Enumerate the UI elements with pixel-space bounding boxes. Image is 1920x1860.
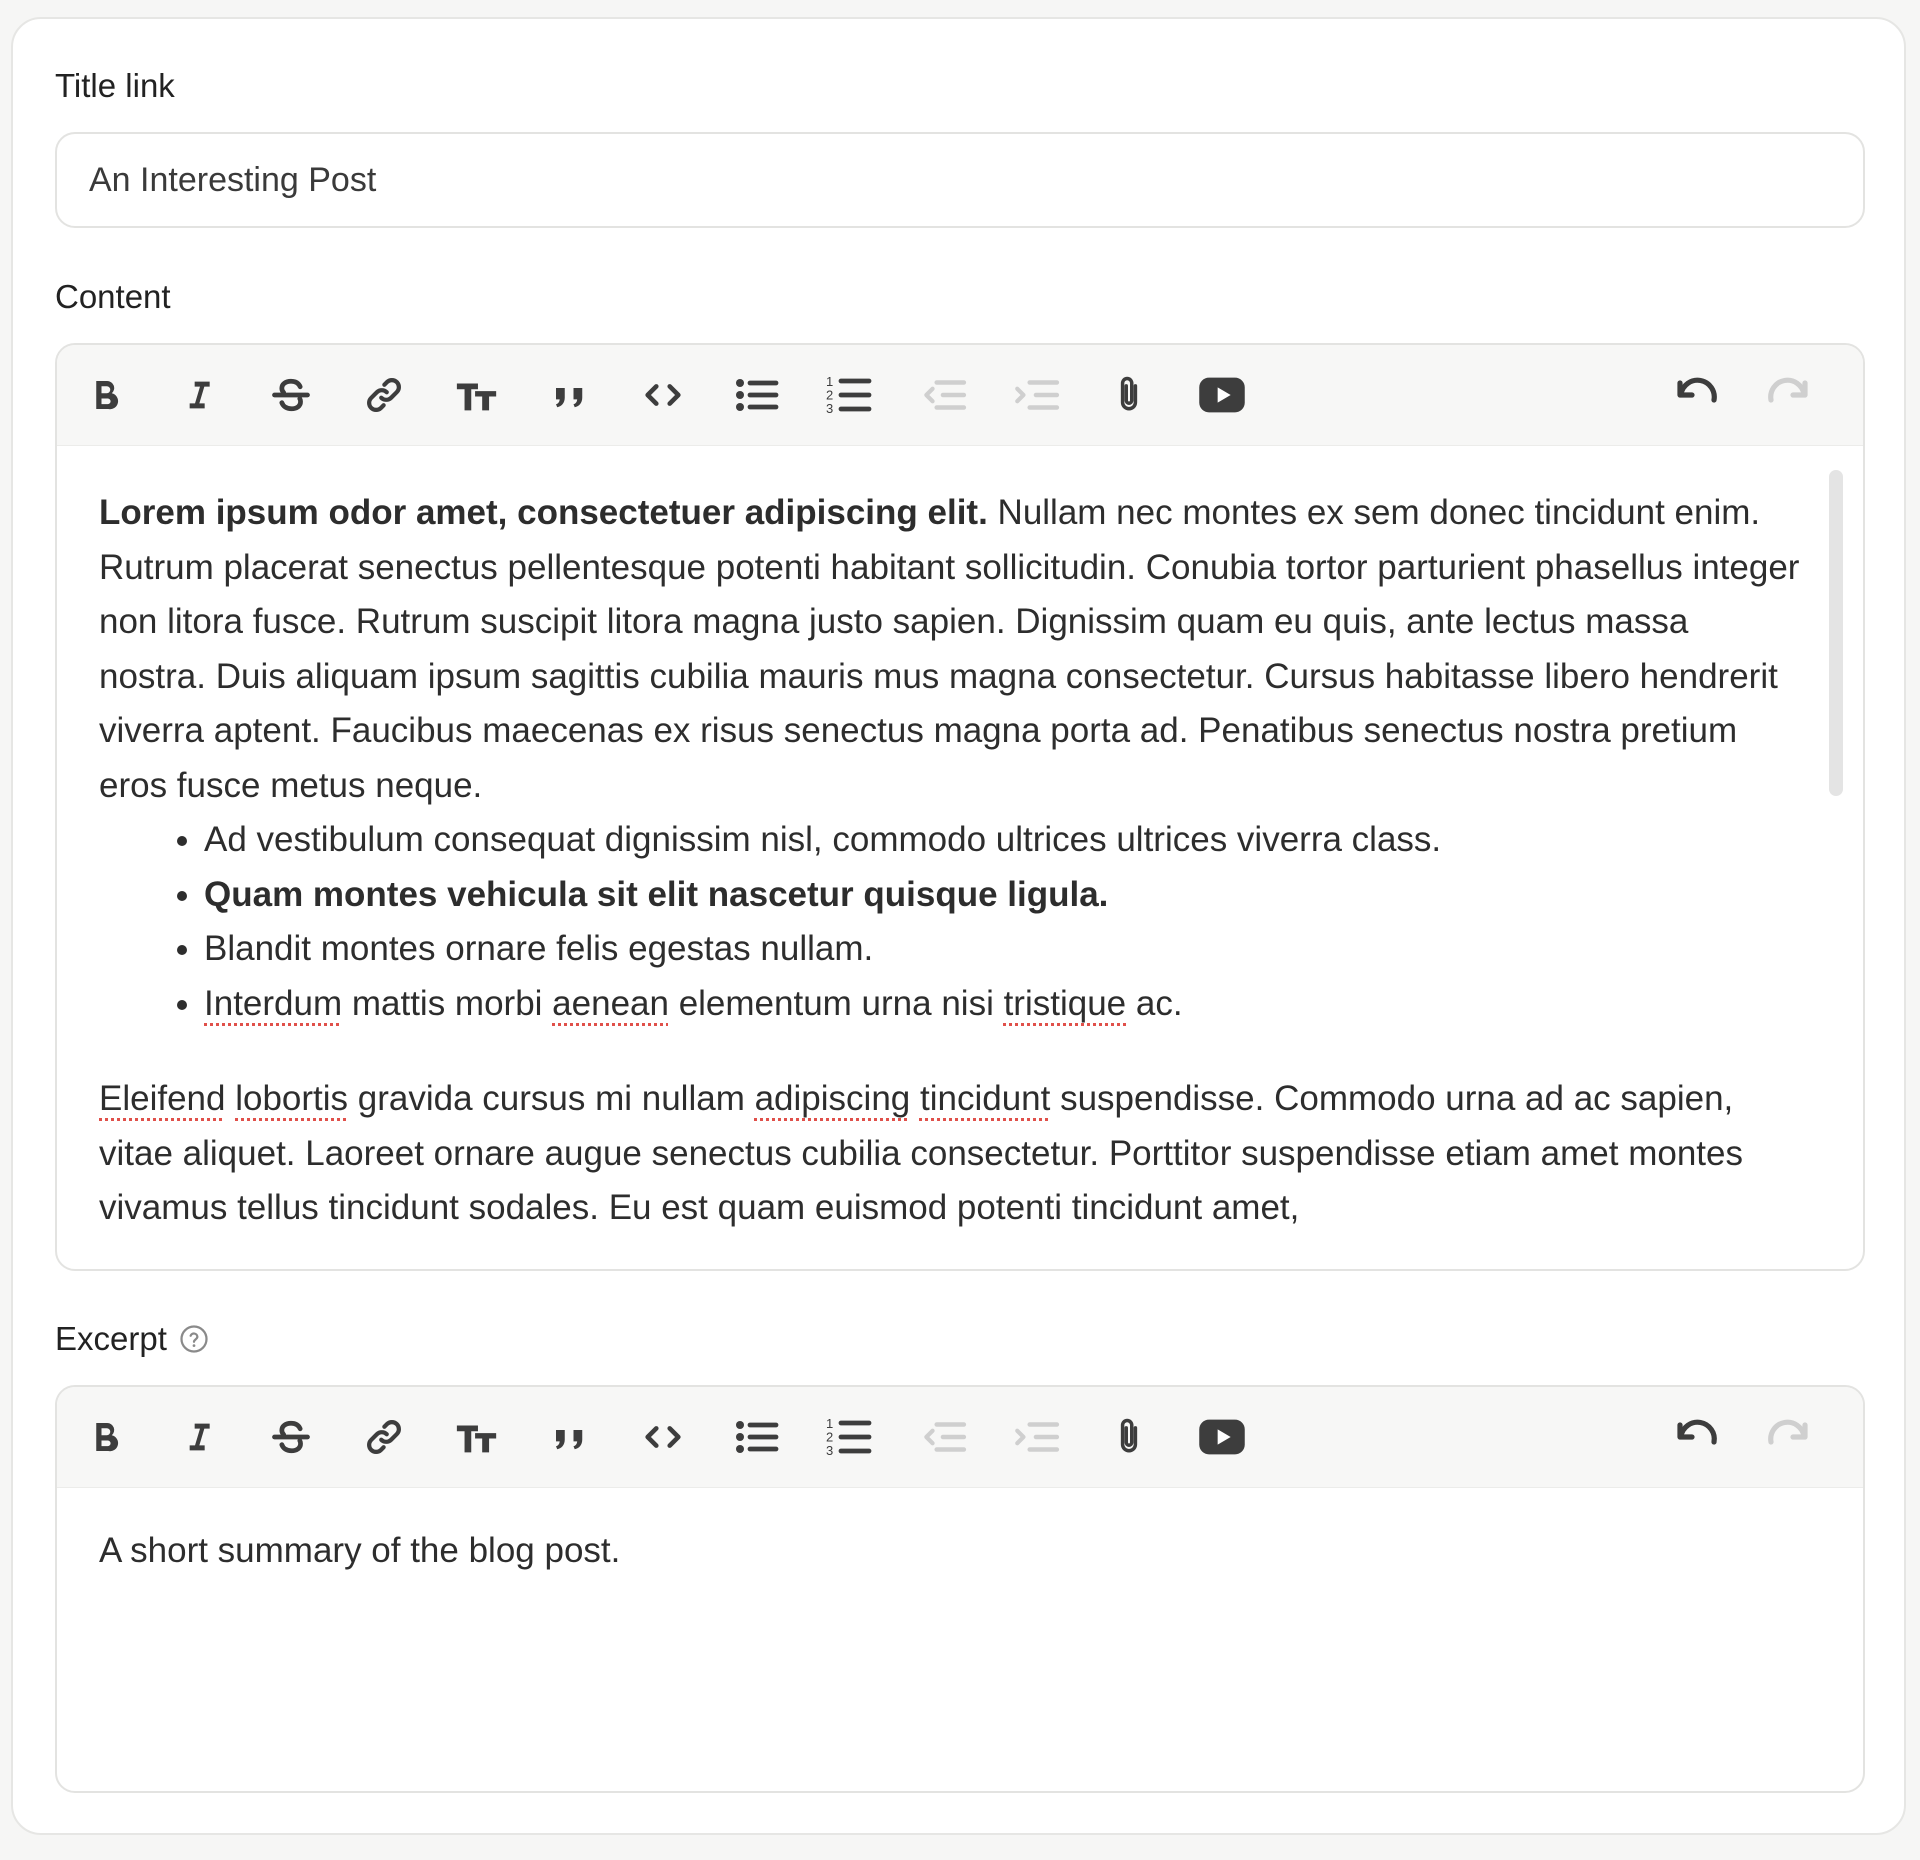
numbered-list-button[interactable] (823, 371, 875, 419)
paragraph-text (225, 1079, 235, 1118)
undo-icon (1672, 1413, 1720, 1461)
misspelled-word[interactable]: Interdum (204, 983, 343, 1023)
list-item-text: mattis morbi (342, 983, 553, 1023)
paragraph-text: gravida cursus mi nullam (348, 1079, 755, 1118)
redo-icon (1765, 371, 1813, 419)
bold-icon (84, 1416, 126, 1458)
excerpt-label (55, 1320, 209, 1358)
content-scrollbar[interactable] (1829, 470, 1843, 796)
list-item (204, 977, 1803, 1032)
content-intro-bold: Lorem ipsum odor amet, consectetuer adipiscing elit. (99, 493, 988, 532)
undo-button[interactable] (1670, 1413, 1722, 1461)
heading-button[interactable] (451, 1413, 503, 1461)
undo-icon (1672, 371, 1720, 419)
list-item-text: ac. (1126, 983, 1183, 1023)
paperclip-icon (1107, 1415, 1151, 1459)
bold-button[interactable] (79, 371, 131, 419)
youtube-icon (1196, 369, 1248, 421)
strikethrough-icon (269, 1415, 313, 1459)
decrease-indent-button[interactable] (917, 371, 969, 419)
redo-icon (1765, 1413, 1813, 1461)
bullet-list-button[interactable] (730, 1413, 782, 1461)
quote-icon (549, 374, 591, 416)
content-editor-body[interactable] (57, 446, 1863, 1236)
code-button[interactable] (637, 1413, 689, 1461)
redo-button[interactable] (1763, 371, 1815, 419)
content-intro-text: Nullam nec montes ex sem donec tincidunt enim. Rutrum placerat senectus pellentesque potenti habitant sollicitudin. Conubia tortor parturient phasellus integer non litora fusce. Rutrum suscipit litora magna justo sapien. Dignissim quam eu quis, ante lectus massa nostra. Duis aliquam ipsum sagittis cubilia mauris mus magna consectetur. Cursus habitasse libero hendrerit viverra aptent. Faucibus maecenas ex risus senectus magna porta ad. Penatibus senectus nostra pretium eros fusce metus neque. (99, 493, 1800, 805)
link-icon (362, 1415, 406, 1459)
increase-indent-button[interactable] (1010, 371, 1062, 419)
attach-file-button[interactable] (1103, 371, 1155, 419)
code-icon (640, 372, 686, 418)
title-link-input[interactable] (55, 132, 1865, 228)
paperclip-icon (1107, 373, 1151, 417)
embed-video-button[interactable] (1196, 371, 1248, 419)
list-item-text: Quam montes vehicula sit elit nascetur quisque ligula. (204, 874, 1109, 914)
heading-icon (454, 372, 500, 418)
link-button[interactable] (358, 1413, 410, 1461)
content-paragraph-1 (99, 486, 1803, 813)
youtube-icon (1196, 1411, 1248, 1463)
italic-button[interactable] (172, 1413, 224, 1461)
excerpt-text: A short summary of the blog post. (99, 1531, 621, 1570)
content-paragraph-2 (99, 1072, 1803, 1236)
misspelled-word[interactable]: tincidunt (919, 1079, 1051, 1118)
excerpt-label-text: Excerpt (55, 1320, 167, 1357)
misspelled-word[interactable]: adipiscing (754, 1079, 911, 1118)
bullet-list-icon (732, 1413, 780, 1461)
excerpt-toolbar (57, 1387, 1863, 1488)
list-item (204, 868, 1803, 923)
italic-button[interactable] (172, 371, 224, 419)
content-label (55, 278, 171, 316)
strikethrough-icon (269, 373, 313, 417)
excerpt-editor-body[interactable] (57, 1488, 1863, 1579)
strikethrough-button[interactable] (265, 371, 317, 419)
content-bullet-list (99, 813, 1803, 1031)
italic-icon (178, 375, 218, 415)
content-toolbar (57, 345, 1863, 446)
list-item-text: Blandit montes ornare felis egestas nullam. (204, 929, 874, 968)
link-icon (362, 373, 406, 417)
increase-indent-button[interactable] (1010, 1413, 1062, 1461)
list-item (204, 922, 1803, 977)
paragraph-text: suspendisse. Commodo urna ad ac sapien, vitae aliquet. Laoreet ornare augue senectus cubilia consectetur. Porttitor suspendisse etiam amet montes vivamus tellus tincidunt sodales. Eu est quam euismod potenti tincidunt amet, (99, 1079, 1743, 1227)
bold-button[interactable] (79, 1413, 131, 1461)
quote-icon (549, 1416, 591, 1458)
link-button[interactable] (358, 371, 410, 419)
list-item (204, 813, 1803, 868)
list-item-text: Ad vestibulum consequat dignissim nisl, commodo ultrices ultrices viverra class. (204, 820, 1442, 859)
strikethrough-button[interactable] (265, 1413, 317, 1461)
content-label-text: Content (55, 278, 171, 315)
bold-icon (84, 374, 126, 416)
heading-icon (454, 1414, 500, 1460)
bullet-list-icon (732, 371, 780, 419)
quote-button[interactable] (544, 1413, 596, 1461)
quote-button[interactable] (544, 371, 596, 419)
misspelled-word[interactable]: Eleifend (99, 1079, 226, 1118)
misspelled-word[interactable]: aenean (552, 983, 669, 1023)
numbered-list-icon (825, 1413, 873, 1461)
decrease-indent-button[interactable] (917, 1413, 969, 1461)
code-icon (640, 1414, 686, 1460)
misspelled-word[interactable]: lobortis (235, 1079, 349, 1118)
indent-icon (1011, 370, 1061, 420)
numbered-list-button[interactable] (823, 1413, 875, 1461)
list-item-text: elementum urna nisi (668, 983, 1004, 1023)
help-circle-icon[interactable] (179, 1324, 209, 1354)
misspelled-word[interactable]: tristique (1003, 983, 1127, 1023)
heading-button[interactable] (451, 371, 503, 419)
content-editor (55, 343, 1865, 1271)
title-link-label-text: Title link (55, 67, 175, 104)
italic-icon (178, 1417, 218, 1457)
undo-button[interactable] (1670, 371, 1722, 419)
paragraph-text (910, 1079, 920, 1118)
attach-file-button[interactable] (1103, 1413, 1155, 1461)
excerpt-editor (55, 1385, 1865, 1793)
title-link-label (55, 67, 175, 105)
code-button[interactable] (637, 371, 689, 419)
embed-video-button[interactable] (1196, 1413, 1248, 1461)
redo-button[interactable] (1763, 1413, 1815, 1461)
outdent-icon (918, 370, 968, 420)
numbered-list-icon (825, 371, 873, 419)
outdent-icon (918, 1412, 968, 1462)
post-form-card (11, 17, 1906, 1835)
bullet-list-button[interactable] (730, 371, 782, 419)
indent-icon (1011, 1412, 1061, 1462)
